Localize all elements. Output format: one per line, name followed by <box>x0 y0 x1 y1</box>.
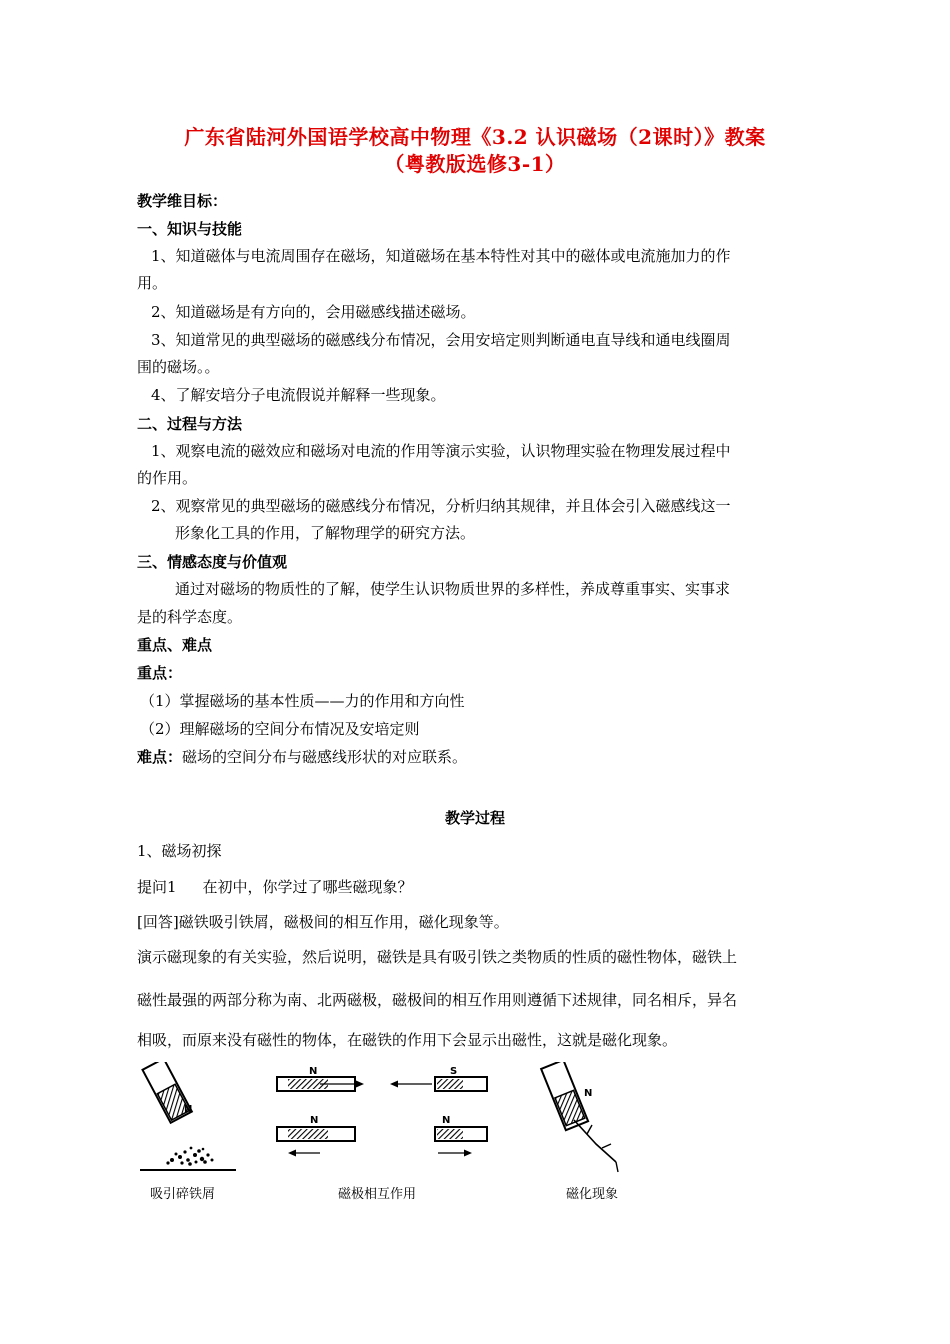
pole-label-n-2: N <box>310 1115 319 1126</box>
s1-item3-line1: 3、知道常见的典型磁场的磁感线分布情况，会用安培定则判断通电直导线和通电线圈周 <box>151 331 731 349</box>
difficult-line <box>137 746 467 767</box>
s3-text-line1: 通过对磁场的物质性的了解，使学生认识物质世界的多样性，养成尊重事实、实事求 <box>175 580 731 598</box>
document-subtitle: （粤教版选修3-1） <box>384 152 566 176</box>
s2-item2-line2: 形象化工具的作用，了解物理学的研究方法。 <box>175 524 476 542</box>
figure1-caption: 吸引碎铁屑 <box>150 1187 216 1202</box>
difficult-text: 磁场的空间分布与磁感线形状的对应联系。 <box>182 748 468 766</box>
section2-heading: 二、过程与方法 <box>137 415 243 433</box>
pole-label-n-3: N <box>442 1115 451 1126</box>
key-difficult-heading: 重点、难点 <box>137 636 213 654</box>
iron-filings <box>166 1147 213 1166</box>
process-item1: 1、磁场初探 <box>137 842 222 860</box>
objectives-heading: 教学维目标： <box>137 192 228 210</box>
pole-label-n-1: N <box>309 1066 318 1077</box>
nail-chain <box>574 1120 616 1162</box>
s1-item1-line2: 用。 <box>137 274 168 292</box>
s1-item4: 4、了解安培分子电流假说并解释一些现象。 <box>151 386 446 404</box>
s2-item2-line1: 2、观察常见的典型磁场的磁感线分布情况，分析归纳其规律，并且体会引入磁感线这一 <box>151 497 731 515</box>
key-heading: 重点： <box>137 664 183 682</box>
s2-item1-line1: 1、观察电流的磁效应和磁场对电流的作用等演示实验，认识物理实验在物理发展过程中 <box>151 442 731 460</box>
s1-item3-line2: 围的磁场。。 <box>137 358 220 376</box>
magnet-n-label-3: N <box>584 1088 593 1099</box>
question-line <box>137 876 413 897</box>
difficult-label: 难点： <box>137 748 183 766</box>
section3-heading: 三、情感态度与价值观 <box>137 553 288 571</box>
paragraph-line1: 演示磁现象的有关实验，然后说明，磁铁是具有吸引铁之类物质的性质的磁性物体，磁铁上 <box>137 948 738 966</box>
key-item1: （1）掌握磁场的基本性质——力的作用和方向性 <box>140 692 465 710</box>
s2-item1-line2: 的作用。 <box>137 469 198 487</box>
magnetism-figures <box>0 1062 950 1202</box>
figure2-caption: 磁极相互作用 <box>338 1187 417 1202</box>
pole-interaction-figure <box>277 1066 487 1157</box>
key-item2: （2）理解磁场的空间分布情况及安培定则 <box>140 720 420 738</box>
document-title: 广东省陆河外国语学校高中物理《3.2 认识磁场（2课时）》教案 <box>184 125 766 149</box>
process-heading: 教学过程 <box>444 809 505 827</box>
iron-filings-figure <box>140 1062 236 1170</box>
magnet-n-label: N <box>184 1104 193 1115</box>
section1-heading: 一、知识与技能 <box>137 220 243 238</box>
s3-text-line2: 是的科学态度。 <box>137 608 243 626</box>
s1-item1-line1: 1、知道磁体与电流周围存在磁场，知道磁场在基本特性对其中的磁体或电流施加力的作 <box>151 247 731 265</box>
figure3-caption: 磁化现象 <box>566 1187 619 1202</box>
pole-label-s: S <box>450 1066 458 1077</box>
answer-line: [回答]磁铁吸引铁屑，磁极间的相互作用，磁化现象等。 <box>137 913 509 931</box>
s1-item2: 2、知道磁场是有方向的，会用磁感线描述磁场。 <box>151 303 476 321</box>
question-label: 提问1 <box>137 878 177 896</box>
question-text: 在初中，你学过了哪些磁现象？ <box>202 878 413 896</box>
paragraph-line3: 相吸，而原来没有磁性的物体，在磁铁的作用下会显示出磁性，这就是磁化现象。 <box>137 1031 678 1049</box>
magnetization-figure <box>541 1062 618 1172</box>
paragraph-line2: 磁性最强的两部分称为南、北两磁极，磁极间的相互作用则遵循下述规律，同名相斥，异名 <box>137 991 738 1009</box>
